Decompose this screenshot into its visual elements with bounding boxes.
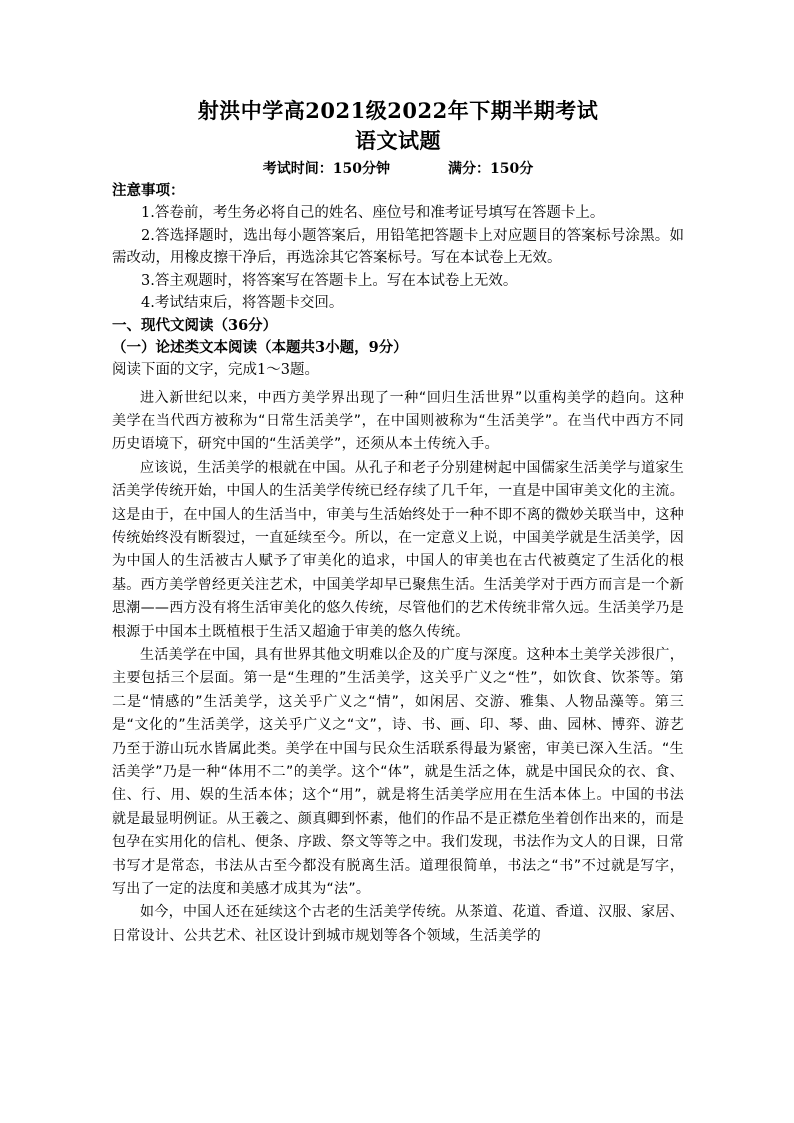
notice-item: 1.答卷前，考生务必将自己的姓名、座位号和准考证号填写在答题卡上。: [141, 205, 605, 221]
exam-meta: [112, 158, 684, 180]
passage-paragraph: 进入新世纪以来，中西方美学界出现了一种“回归生活世界”以重构美学的趋向。这种美学在当代西方被称为“日常生活美学”，在中国则被称为“生活美学”。在当代中西方不同历史语境下，研究中国的“生活美学”，还须从本土传统入手。: [112, 389, 684, 453]
exam-page: [112, 96, 684, 948]
reading-instruction: 阅读下面的文字，完成1～3题。: [112, 361, 319, 378]
notice-heading: 注意事项：: [112, 182, 185, 199]
subsection-heading: （一）论述类文本阅读（本题共3小题，9分）: [112, 338, 408, 356]
full-score: 满分：150分: [448, 161, 534, 177]
passage-paragraph: 如今，中国人还在延续这个古老的生活美学传统。从茶道、花道、香道、汉服、家居、日常设计、公共艺术、社区设计到城市规划等各个领域，生活美学的: [112, 904, 684, 944]
passage-paragraph: 生活美学在中国，具有世界其他文明难以企及的广度与深度。这种本土美学关涉很广，主要包括三个层面。第一是“生理的”生活美学，这关乎广义之“性”，如饮食、饮茶等。第二是“情感的”生活美学，这关乎广义之“情”，如闲居、交游、雅集、人物品藻等。第三是“文化的”生活美学，这关乎广义之“文”，诗、书、画、印、琴、曲、园林、博弈、游艺乃至于游山玩水皆属此类。美学在中国与民众生活联系得最为紧密，审美已深入生活。“生活美学”乃是一种“体用不二”的美学。这个“体”，就是生活之体，就是中国民众的衣、食、住、行、用、娱的生活本体；这个“用”，就是将生活美学应用在生活本体上。中国的书法就是最显明例证。从王羲之、颜真卿到怀素，他们的作品不是正襟危坐着创作出来的，而是包孕在实用化的信札、便条、序跋、祭文等等之中。我们发现，书法作为文人的日课，日常书写才是常态，书法从古至今都没有脱离生活。道理很简单，书法之“书”不过就是写字，写出了一定的法度和美感才成其为“法”。: [112, 646, 684, 898]
exam-title-line1: 射洪中学高2021级2022年下期半期考试: [197, 98, 599, 123]
passage-paragraph: 应该说，生活美学的根就在中国。从孔子和老子分别建树起中国儒家生活美学与道家生活美学传统开始，中国人的生活美学传统已经存续了几千年，一直是中国审美文化的主流。这是由于，在中国人的生活当中，审美与生活始终处于一种不即不离的微妙关联当中，这种传统始终没有断裂过，一直延续至今。所以，在一定意义上说，中国美学就是生活美学，因为中国人的生活被古人赋予了审美化的追求，中国人的审美也在古代被奠定了生活化的根基。西方美学曾经更关注艺术，中国美学却早已聚焦生活。生活美学对于西方而言是一个新思潮——西方没有将生活审美化的悠久传统，尽管他们的艺术传统非常久远。生活美学乃是根源于中国本土既植根于生活又超逾于审美的悠久传统。: [112, 459, 684, 640]
notice-item: 3.答主观题时，将答案写在答题卡上。写在本试卷上无效。: [141, 272, 518, 289]
section-heading: 一、现代文阅读（36分）: [112, 316, 278, 334]
exam-time: 考试时间：150分钟: [262, 161, 390, 177]
notice-item: 4.考试结束后，将答题卡交回。: [141, 295, 344, 311]
exam-title-line2: 语文试题: [355, 128, 441, 153]
notice-item: 2.答选择题时，选出每小题答案后，用铅笔把答题卡上对应题目的答案标号涂黑。如需改动，用橡皮擦干净后，再选涂其它答案标号。写在本试卷上无效。: [112, 227, 684, 266]
